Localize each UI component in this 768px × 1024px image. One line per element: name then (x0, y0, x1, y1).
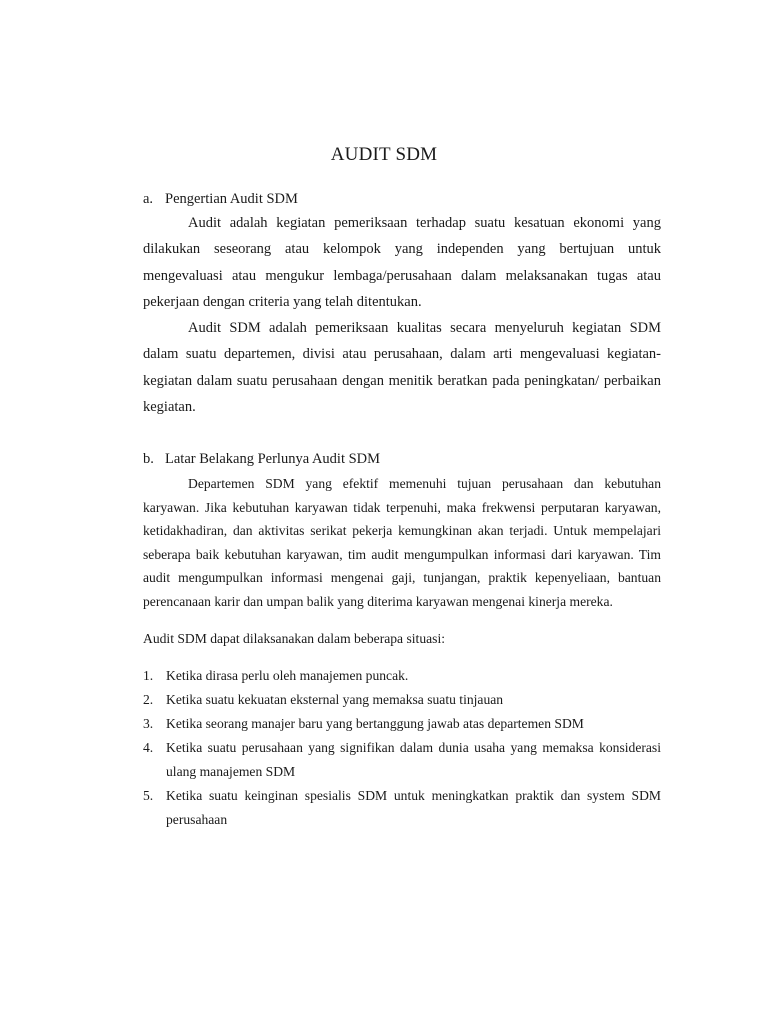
list-item-text: Ketika suatu kekuatan eksternal yang memaksa suatu tinjauan (166, 692, 504, 707)
list-item-number: 4. (143, 740, 154, 755)
list-item-text: Ketika suatu perusahaan yang signifikan dalam dunia usaha yang memaksa konsiderasi ulang manajemen SDM (166, 740, 661, 779)
list-item (143, 736, 661, 784)
section-a-heading (143, 189, 298, 209)
section-b-heading-text: Latar Belakang Perlunya Audit SDM (165, 451, 381, 467)
section-b-paragraph: Departemen SDM yang efektif memenuhi tujuan perusahaan dan kebutuhan karyawan. Jika kebutuhan karyawan tidak terpenuhi, maka frekwensi perputaran karyawan, ketidakhadiran, dan aktivitas serikat pekerja kemungkinan akan terjadi. Untuk mempelajari seberapa baik kebutuhan karyawan, tim audit mengumpulkan informasi dari karyawan. Tim audit mengumpulkan informasi mengenai gaji, tunjangan, praktik kepenyeliaan, bantuan perencanaan karir dan umpan balik yang diterima karyawan mengenai kinerja mereka. (143, 476, 661, 609)
list-item-number: 5. (143, 788, 154, 803)
list-item (143, 664, 661, 688)
page-title: AUDIT SDM (330, 144, 438, 165)
list-item (143, 688, 661, 712)
list-item (143, 784, 661, 832)
list-item-text: Ketika dirasa perlu oleh manajemen puncak. (166, 668, 409, 683)
list-item-number: 1. (143, 668, 154, 683)
list-item-text: Ketika suatu keinginan spesialis SDM untuk meningkatkan praktik dan system SDM perusahaan (166, 788, 661, 827)
section-b-intro: Audit SDM dapat dilaksanakan dalam beberapa situasi: (143, 631, 446, 646)
section-b-marker: b. (143, 451, 154, 467)
situations-list (143, 664, 661, 832)
section-a-paragraph-2: Audit SDM adalah pemeriksaan kualitas secara menyeluruh kegiatan SDM dalam suatu departemen, divisi atau perusahaan, dalam arti mengevaluasi kegiatan-kegiatan dalam suatu perusahaan dengan menitik beratkan pada peningkatan/ perbaikan kegiatan. (143, 320, 661, 415)
section-a-heading-text: Pengertian Audit SDM (165, 191, 298, 207)
list-item-number: 3. (143, 716, 154, 731)
section-a-paragraph-1: Audit adalah kegiatan pemeriksaan terhadap suatu kesatuan ekonomi yang dilakukan seseorang atau kelompok yang independen yang bertujuan untuk mengevaluasi atau mengukur lembaga/perusahaan dalam melaksanakan tugas atau pekerjaan dengan criteria yang telah ditentukan. (143, 215, 661, 310)
section-b-heading (143, 449, 380, 469)
section-a-marker: a. (143, 191, 154, 207)
list-item (143, 712, 661, 736)
list-item-text: Ketika seorang manajer baru yang bertanggung jawab atas departemen SDM (166, 716, 584, 731)
list-item-number: 2. (143, 692, 154, 707)
